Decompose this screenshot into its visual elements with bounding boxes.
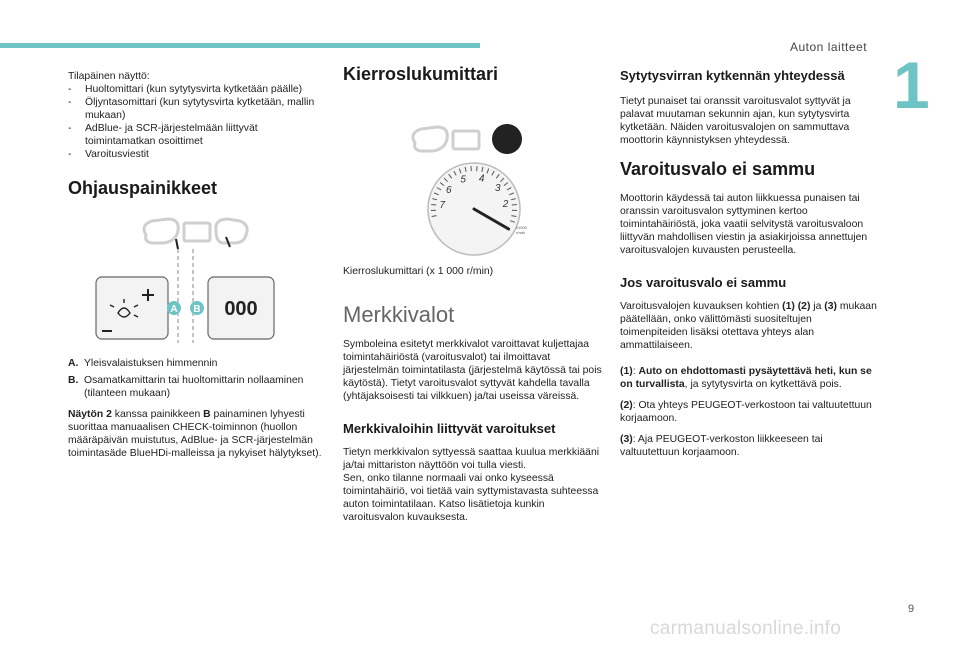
controls-heading: Ohjauspainikkeet bbox=[68, 178, 218, 198]
warning-lights-paragraph: Symboleina esitetyt merkkivalot varoittavat kuljettajaa toimintahäiriöstä (varoitusvalot) tai ilmoittavat järjestelmän toimintatilasta (järjestelmä käytössä tai pois käytöstä). Tietyt varoitusvalot syttyvät kahdella tavalla (yhtäjaksoisesti tai vilkkuen) ja/tai useissa väreissä. bbox=[343, 339, 602, 402]
instruction-2: (2): Ota yhteys PEUGEOT-verkostoon tai valtuutettuun korjaamoon. bbox=[620, 400, 872, 424]
cluster-outline bbox=[413, 127, 479, 151]
tachometer-figure bbox=[343, 97, 605, 257]
gauge-tick bbox=[431, 205, 436, 206]
list-item: - AdBlue- ja SCR-järjestelmään liittyvät toimintamatkan osoittimet bbox=[68, 122, 330, 148]
gauge-tick bbox=[512, 205, 517, 206]
gauge-scale-label: 6 bbox=[446, 184, 452, 196]
warning-alerts-paragraph-2: Sen, onko tilanne normaali vai onko kyseessä toimintahäiriö, voi tietää vain syttymistavasta suhteessa auton toimintatilaan. Katso lisätietoja kunkin varoitusvalon kuvauksesta. bbox=[343, 473, 599, 523]
page-number: 9 bbox=[908, 603, 915, 615]
ignition-paragraph: Tietyt punaiset tai oranssit varoitusvalot syttyvät ja palavat muutaman sekunnin ajan, kun sytytysvirta kytketään. Näiden varoitusvalojen on sammuttava moottorin käynnistyksen yhteydessä. bbox=[620, 96, 851, 146]
if-light-stays-on-paragraph: Varoitusvalojen kuvauksen kohtien (1) (2) ja (3) mukaan päätellään, onko välittömästi suositeltujen toimenpiteiden lisäksi otettava yhteys alan ammattilaiseen. bbox=[620, 301, 877, 351]
tachometer-caption: Kierroslukumittari (x 1 000 r/min) bbox=[343, 266, 494, 277]
gauge-unit-label: x1000 bbox=[516, 225, 527, 230]
instrument-cluster-outline bbox=[144, 219, 247, 243]
gauge-scale-label: 7 bbox=[439, 200, 446, 211]
instruction-3: (3): Aja PEUGEOT-verkoston liikkeeseen tai valtuutettuun korjaamoon. bbox=[620, 434, 823, 458]
warning-alerts-heading: Merkkivaloihin liittyvät varoitukset bbox=[343, 421, 556, 436]
legend-item-b: B. Osamatkamittarin tai huoltomittarin nollaaminen (tilanteen mukaan) bbox=[68, 375, 304, 399]
gauge-unit-label-2: r/min bbox=[516, 230, 525, 235]
column-3 bbox=[620, 64, 882, 459]
list-item: - Öljyntasomittari (kun sytytysvirta kytketään, mallin mukaan) bbox=[68, 96, 330, 122]
temporary-display-intro: Tilapäinen näyttö: bbox=[68, 71, 150, 82]
list-item: - Varoitusviestit bbox=[68, 148, 330, 161]
tachometer-highlight bbox=[492, 124, 522, 154]
header-accent-bar bbox=[0, 43, 480, 48]
watermark: carmanualsonline.info bbox=[650, 618, 842, 639]
light-stays-on-paragraph: Moottorin käydessä tai auton liikkuessa punaisen tai oranssin varoitusvalon syttyminen kertoo toimintahäiriöstä, joka vaatii selvitystä varoitusvaloon liittyvän mahdollisen viestin ja asiakirjoissa annettujen varoitusvalojen kuvausten perusteella. bbox=[620, 193, 868, 256]
callout-b-label: B bbox=[193, 304, 201, 315]
gauge-scale-label: 5 bbox=[460, 174, 466, 186]
tachometer-heading: Kierroslukumittari bbox=[343, 64, 499, 84]
gauge-scale-label: 3 bbox=[495, 183, 501, 195]
warning-lights-heading: Merkkivalot bbox=[343, 302, 455, 327]
instruction-1: (1): Auto on ehdottomasti pysäytettävä heti, kun se on turvallista, ja sytytysvirta on kytkettävä pois. bbox=[620, 366, 872, 390]
column-2 bbox=[343, 64, 605, 524]
gauge-scale-label: 4 bbox=[478, 173, 485, 185]
button-legend bbox=[68, 357, 330, 400]
warning-alerts-paragraph-1: Tietyn merkkivalon syttyessä saattaa kuulua merkkiääni ja/tai mittariston näyttöön voi tulla viesti. bbox=[343, 447, 600, 471]
odometer-digits: 000 bbox=[224, 298, 258, 320]
temporary-display-list bbox=[68, 83, 330, 161]
light-stays-on-heading: Varoitusvalo ei sammu bbox=[620, 159, 816, 179]
callout-a-label: A bbox=[170, 304, 178, 315]
ignition-heading: Sytytysvirran kytkennän yhteydessä bbox=[620, 68, 845, 83]
chapter-number: 1 bbox=[893, 48, 930, 122]
section-title: Auton laitteet bbox=[790, 40, 868, 54]
check-note: Näytön 2 kanssa painikkeen B painaminen lyhyesti suorittaa manuaalisen CHECK-toiminnon (huollon määräpäivän muistutus, AdBlue- ja SCR-järjestelmän toimintasäde BlueHDi-malleissa ja nykyiset hälytykset). bbox=[68, 409, 322, 459]
list-item: - Huoltomittari (kun sytytysvirta kytketään päälle) bbox=[68, 83, 330, 96]
control-buttons-figure bbox=[68, 211, 330, 351]
gauge-scale-label: 2 bbox=[502, 198, 509, 210]
column-1 bbox=[68, 70, 330, 460]
legend-item-a: A. Yleisvalaistuksen himmennin bbox=[68, 358, 218, 369]
if-light-stays-on-heading: Jos varoitusvalo ei sammu bbox=[620, 275, 787, 290]
dimmer-button bbox=[96, 277, 168, 339]
